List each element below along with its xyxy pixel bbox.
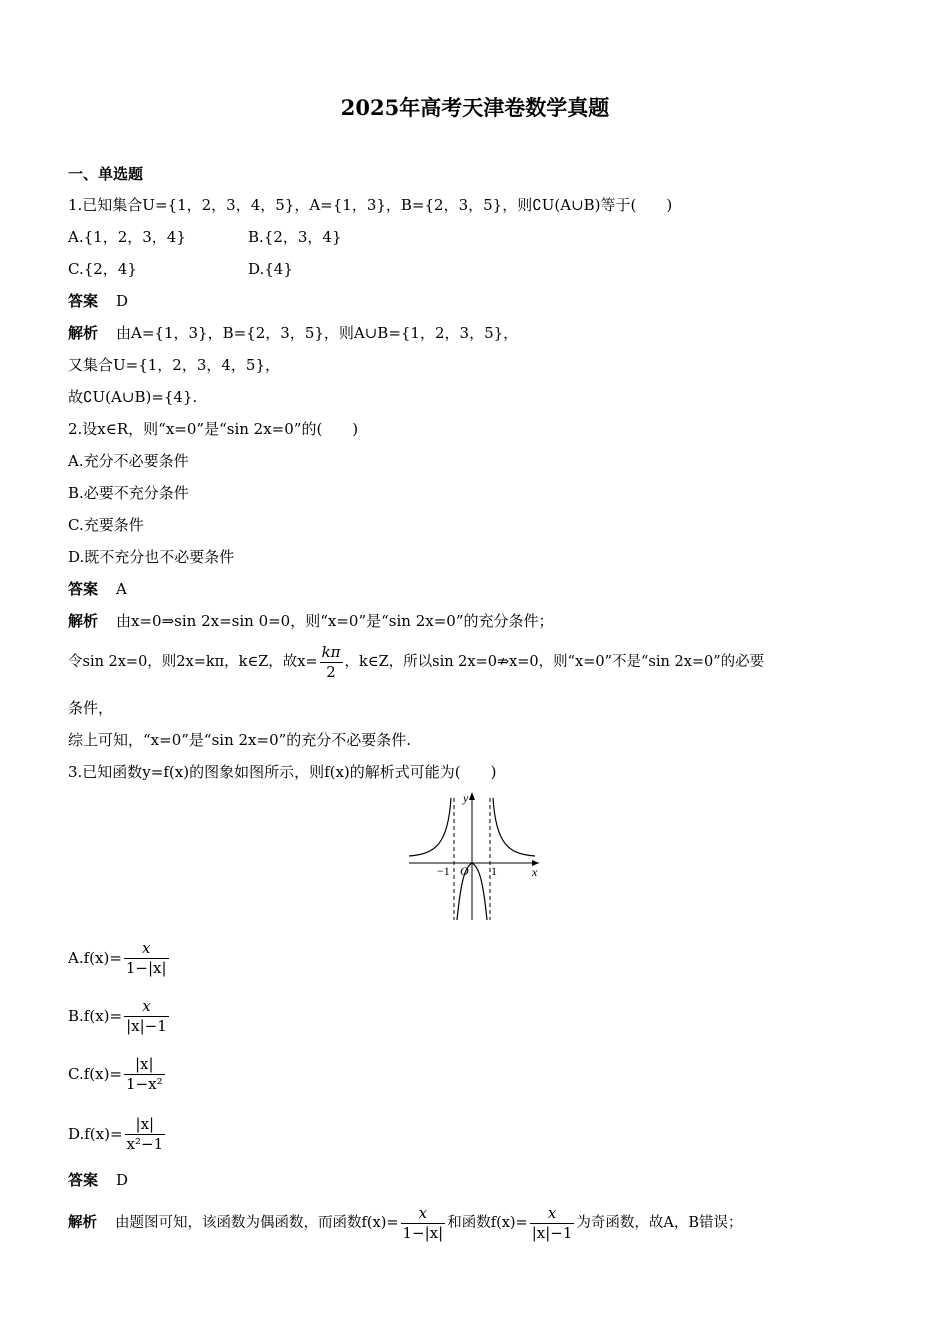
fraction bbox=[125, 1115, 166, 1154]
q2-option-c: C.充要条件 bbox=[68, 516, 144, 534]
fraction-numerator: x bbox=[142, 996, 151, 1015]
q3-option-d bbox=[68, 1111, 167, 1156]
option-label: B.f(x)= bbox=[68, 1007, 123, 1025]
option-label: C.f(x)= bbox=[68, 1065, 122, 1083]
fraction bbox=[320, 643, 343, 682]
q1-analysis-line3: 故∁U(A∪B)={4}. bbox=[68, 388, 198, 406]
fraction bbox=[530, 1204, 575, 1243]
q1-analysis-line1 bbox=[68, 323, 518, 343]
answer-value: A bbox=[116, 580, 127, 598]
q1-answer bbox=[68, 291, 128, 311]
q2-option-d: D.既不充分也不必要条件 bbox=[68, 548, 235, 566]
fraction-denominator: |x|−1 bbox=[126, 1016, 167, 1035]
page-title: 2025年高考天津卷数学真题 bbox=[340, 95, 610, 120]
q1-options-row2 bbox=[68, 259, 293, 279]
q1-option-c: C.{2，4} bbox=[68, 260, 137, 278]
fraction-denominator: 1−|x| bbox=[125, 958, 167, 977]
q1-analysis-line2: 又集合U={1，2，3，4，5}， bbox=[68, 356, 281, 374]
origin-label: O bbox=[460, 864, 469, 878]
q1-options-row1 bbox=[68, 227, 342, 247]
analysis-text: 由A={1，3}，B={2，3，5}，则A∪B={1，2，3，5}， bbox=[116, 324, 519, 342]
curve-right-branch bbox=[493, 798, 535, 856]
fraction bbox=[124, 939, 169, 978]
q2-analysis-line4: 综上可知，“x=0”是“sin 2x=0”的充分不必要条件. bbox=[68, 731, 412, 749]
analysis-text: 由x=0⇒sin 2x=sin 0=0，则“x=0”是“sin 2x=0”的充分条件； bbox=[116, 612, 554, 630]
fraction-denominator: x²−1 bbox=[126, 1134, 164, 1153]
q2-analysis-line1 bbox=[68, 611, 554, 631]
fraction bbox=[401, 1204, 446, 1243]
analysis-text: 由题图可知，该函数为偶函数，而函数f(x)= bbox=[115, 1215, 399, 1231]
fraction-denominator: 1−x² bbox=[126, 1074, 163, 1093]
q1-option-a: A.{1，2，3，4} bbox=[68, 228, 186, 246]
q2-analysis-line3: 条件， bbox=[68, 699, 114, 717]
function-graph bbox=[405, 790, 545, 925]
fraction-numerator: kπ bbox=[321, 642, 341, 661]
answer-label: 答案 bbox=[68, 292, 99, 310]
answer-value: D bbox=[116, 1171, 129, 1189]
q2-answer bbox=[68, 579, 127, 599]
fraction bbox=[124, 997, 169, 1036]
fraction-denominator: 1−|x| bbox=[402, 1223, 444, 1242]
option-label: D.f(x)= bbox=[68, 1125, 123, 1143]
tick-label-neg-one: −1 bbox=[437, 864, 450, 878]
analysis-text: 令sin 2x=0，则2x=kπ，k∈Z，故x= bbox=[68, 654, 318, 670]
fraction bbox=[124, 1055, 165, 1094]
curve-left-branch bbox=[409, 798, 451, 856]
y-axis-label: y bbox=[463, 791, 469, 805]
fraction-numerator: x bbox=[418, 1203, 428, 1222]
q2-stem: 2.设x∈R，则“x=0”是“sin 2x=0”的( ) bbox=[68, 420, 359, 438]
fraction-denominator: |x|−1 bbox=[531, 1223, 573, 1242]
analysis-label: 解析 bbox=[68, 612, 99, 630]
q3-answer bbox=[68, 1170, 128, 1190]
analysis-text: 和函数f(x)= bbox=[447, 1215, 528, 1231]
q2-option-a: A.充分不必要条件 bbox=[68, 452, 189, 470]
analysis-text: 为奇函数，故A，B错误； bbox=[576, 1215, 743, 1231]
q1-option-b: B.{2，3，4} bbox=[248, 228, 342, 246]
answer-label: 答案 bbox=[68, 1171, 99, 1189]
analysis-text: ，k∈Z，所以sin 2x=0⇏x=0，则“x=0”不是“sin 2x=0”的必要 bbox=[344, 654, 765, 670]
section-heading: 一、单选题 bbox=[68, 165, 144, 183]
analysis-label: 解析 bbox=[68, 324, 99, 342]
q2-analysis-line2 bbox=[68, 642, 764, 682]
q1-stem: 1.已知集合U={1，2，3，4，5}，A={1，3}，B={2，3，5}，则∁U(A∪B)等于( ) bbox=[68, 196, 673, 214]
q1-option-d: D.{4} bbox=[248, 260, 293, 278]
q3-stem: 3.已知函数y=f(x)的图象如图所示，则f(x)的解析式可能为( ) bbox=[68, 763, 497, 781]
q2-option-b: B.必要不充分条件 bbox=[68, 484, 189, 502]
fraction-numerator: x bbox=[547, 1203, 557, 1222]
option-label: A.f(x)= bbox=[68, 949, 122, 967]
fraction-numerator: |x| bbox=[135, 1054, 154, 1073]
tick-label-one: 1 bbox=[491, 864, 497, 878]
x-axis-label: x bbox=[532, 865, 538, 879]
q3-option-a bbox=[68, 935, 171, 980]
answer-label: 答案 bbox=[68, 580, 99, 598]
y-axis-arrow-icon bbox=[469, 792, 475, 800]
fraction-denominator: 2 bbox=[320, 662, 343, 682]
q3-analysis-line1 bbox=[68, 1201, 743, 1245]
q3-option-c bbox=[68, 1051, 167, 1096]
q3-option-b bbox=[68, 993, 171, 1038]
fraction-numerator: x bbox=[142, 938, 151, 957]
fraction-numerator: |x| bbox=[135, 1114, 155, 1133]
answer-value: D bbox=[116, 292, 129, 310]
analysis-label: 解析 bbox=[68, 1214, 97, 1231]
